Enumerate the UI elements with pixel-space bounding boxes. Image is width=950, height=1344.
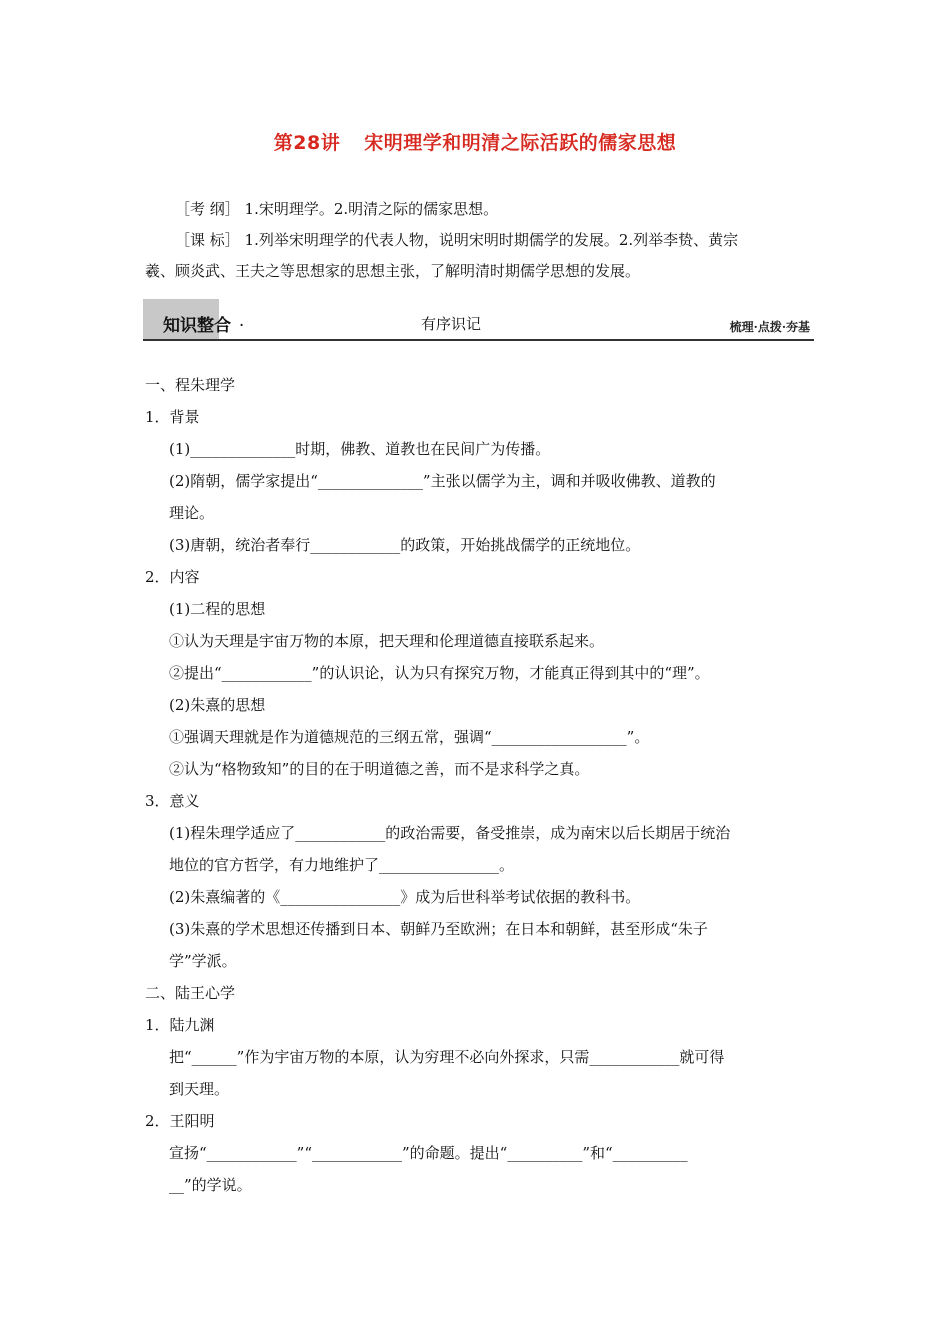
- banner-rule: [143, 339, 814, 341]
- content-line: (3)唐朝，统治者奉行____________的政策，开始挑战儒学的正统地位。: [169, 536, 641, 554]
- content-line: 2．内容: [145, 568, 200, 586]
- content-line: ①强调天理就是作为道德规范的三纲五常，强调“__________________”。: [169, 728, 650, 746]
- content-line: (3)朱熹的学术思想还传播到日本、朝鲜乃至欧洲；在日本和朝鲜，甚至形成“朱子: [169, 920, 708, 938]
- content-line: (2)朱熹的思想: [169, 696, 266, 714]
- kebiao-line-2: 羲、顾炎武、王夫之等思想家的思想主张，了解明清时期儒学思想的发展。: [145, 262, 641, 280]
- banner-right-label: 梳理·点拨·夯基: [729, 320, 810, 334]
- kebiao-line-1: ［课 标］ 1.列举宋明理学的代表人物，说明宋明时期儒学的发展。2.列举李贽、黄宗: [175, 231, 739, 249]
- banner-subtitle: 有序识记: [421, 315, 482, 333]
- banner-title-main: 知识整合: [163, 316, 231, 336]
- content-line: 二、陆王心学: [145, 984, 236, 1002]
- content-line: 到天理。: [169, 1080, 230, 1098]
- content-line: (1)程朱理学适应了____________的政治需要，备受推崇，成为南宋以后长期居于统治: [169, 824, 731, 842]
- content-line: (1)______________时期，佛教、道教也在民间广为传播。: [169, 440, 551, 458]
- section-banner: [143, 299, 814, 343]
- banner-title: [163, 311, 246, 336]
- content-line: 把“______”作为宇宙万物的本原，认为穷理不必向外探求，只需____________就可得: [169, 1048, 725, 1066]
- content-line: ②认为“格物致知”的目的在于明道德之善，而不是求科学之真。: [169, 760, 590, 778]
- content-line: (2)隋朝，儒学家提出“______________”主张以儒学为主，调和并吸收佛教、道教的: [169, 472, 716, 490]
- knowledge-content: [145, 369, 813, 1201]
- content-line: 一、程朱理学: [145, 376, 236, 394]
- content-line: 2．王阳明: [145, 1112, 215, 1130]
- content-line: ①认为天理是宇宙万物的本原，把天理和伦理道德直接联系起来。: [169, 632, 605, 650]
- content-line: 宣扬“____________”“____________”的命题。提出“__________”和“__________: [169, 1144, 688, 1162]
- content-line: ②提出“____________”的认识论，认为只有探究万物，才能真正得到其中的“理”。: [169, 664, 710, 682]
- content-line: 地位的官方哲学，有力地维护了________________。: [169, 856, 515, 874]
- content-line: 1．陆九渊: [145, 1016, 215, 1034]
- kaogang-line: ［考 纲］ 1.宋明理学。2.明清之际的儒家思想。: [175, 200, 499, 218]
- content-line: 1．背景: [145, 408, 200, 426]
- content-line: (2)朱熹编著的《________________》成为后世科举考试依据的教科书。: [169, 888, 641, 906]
- lecture-number: 第28讲: [273, 132, 341, 154]
- content-line: 3．意义: [145, 792, 200, 810]
- banner-dot: ·: [238, 316, 245, 336]
- content-line: 理论。: [169, 504, 215, 522]
- lecture-topic: 宋明理学和明清之际活跃的儒家思想: [364, 132, 677, 154]
- content-line: __”的学说。: [169, 1176, 252, 1194]
- syllabus-block: [145, 194, 813, 287]
- content-line: (1)二程的思想: [169, 600, 266, 618]
- content-line: 学”学派。: [169, 952, 237, 970]
- lecture-title: [0, 128, 950, 155]
